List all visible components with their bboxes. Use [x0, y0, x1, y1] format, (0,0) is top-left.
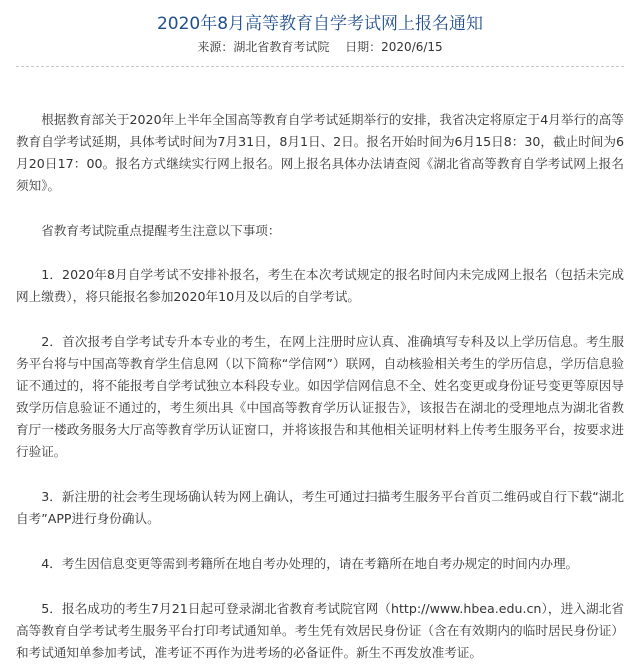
item-1-paragraph: 1．2020年8月自学考试不安排补报名，考生在本次考试规定的报名时间内未完成网上报名（包括未完成网上缴费），将只能报名参加2020年10月及以后的自学考试。 [16, 267, 624, 304]
article-meta [8, 38, 632, 56]
article-body [8, 109, 632, 664]
title-divider [16, 66, 624, 67]
intro-paragraph: 根据教育部关于2020年上半年全国高等教育自学考试延期举行的安排，我省决定将原定于4月举行的高等教育自学考试延期，具体考试时间为7月31日，8月1日、2日。报名开始时间为6月15日8：30，截止时间为6月20日17：00。报名方式继续实行网上报名。网上报名具体办法请查阅《湖北省高等教育自学考试网上报名须知》。 [16, 112, 624, 193]
item-5-paragraph: 5．报名成功的考生7月21日起可登录湖北省教育考试院官网（http://www.hbea.edu.cn），进入湖北省高等教育自学考试考生服务平台打印考试通知单。考生凭有效居民身份证（含在有效期内的临时居民身份证）和考试通知单参加考试，准考证不再作为进考场的必备证件。新生不再发放准考证。 [16, 601, 624, 660]
item-2-paragraph: 2．首次报考自学考试专升本专业的考生，在网上注册时应认真、准确填写专科及以上学历信息。考生服务平台将与中国高等教育学生信息网（以下简称“学信网”）联网，自动核验相关考生的学历信息，学历信息验证不通过的，将不能报考自学考试独立本科段专业。如因学信网信息不全、姓名变更或身份证号变更等原因导致学历信息验证不通过的，考生须出具《中国高等教育学历认证报告》，该报告在湖北的受理地点为湖北省教育厅一楼政务服务大厅高等教育学历认证窗口，并将该报告和其他相关证明材料上传考生服务平台，按要求进行验证。 [16, 334, 624, 459]
article-title: 2020年8月高等教育自学考试网上报名通知 [156, 14, 484, 34]
notice-paragraph: 省教育考试院重点提醒考生注意以下事项： [41, 223, 281, 238]
article-source: 来源：湖北省教育考试院 [197, 40, 330, 54]
item-3-paragraph: 3．新注册的社会考生现场确认转为网上确认，考生可通过扫描考生服务平台首页二维码或自行下载“湖北自考”APP进行身份确认。 [16, 489, 624, 526]
article-date: 日期：2020/6/15 [345, 40, 443, 54]
item-4-paragraph: 4．考生因信息变更等需到考籍所在地自考办处理的，请在考籍所在地自考办规定的时间内办理。 [41, 556, 579, 571]
